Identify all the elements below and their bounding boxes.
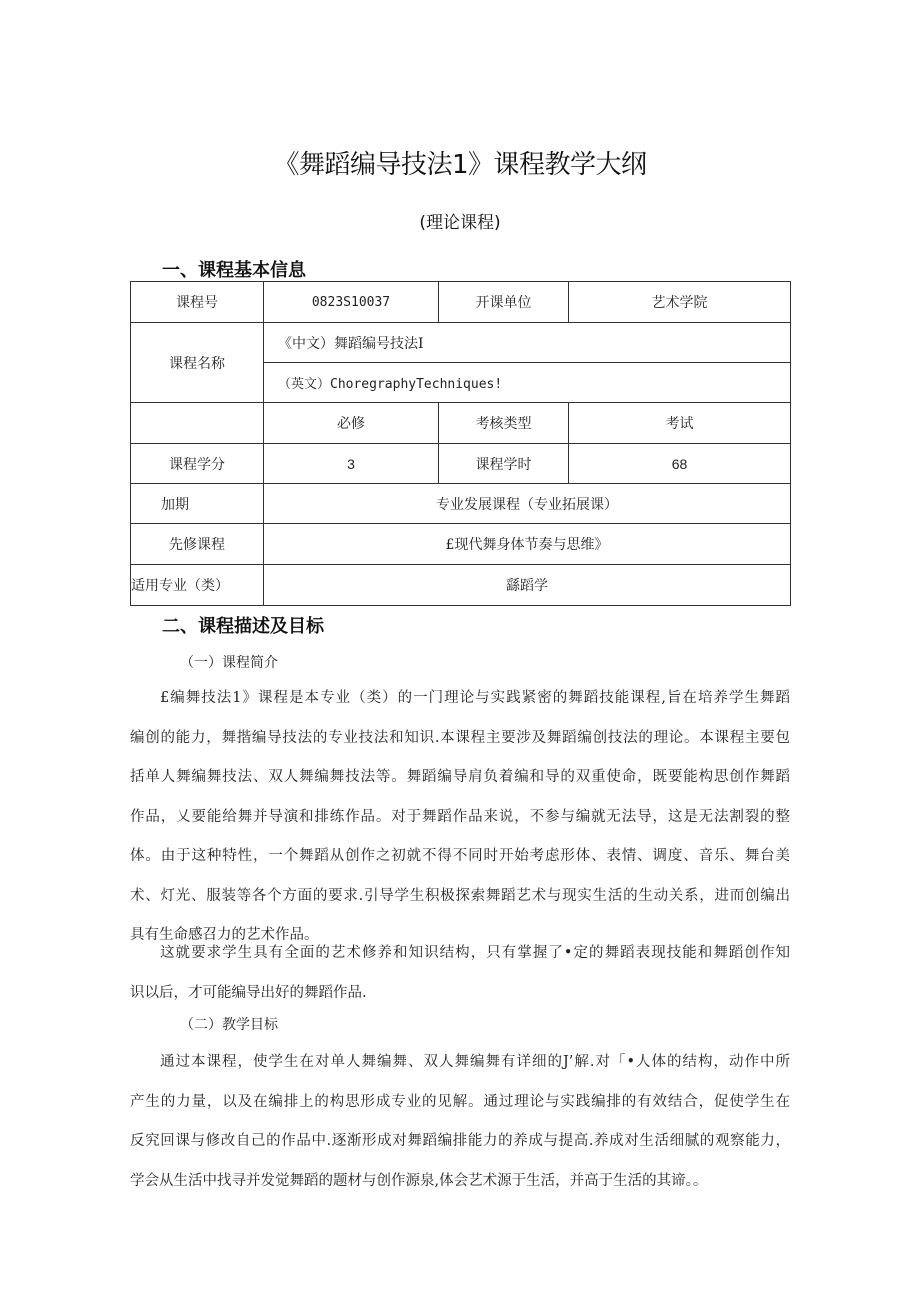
prereq-value: £现代舞身体节奏与思维》 [264,524,791,565]
paragraph-course-intro [130,679,790,956]
course-name-label: 课程名称 [131,323,264,403]
table-row [131,565,791,606]
text-line: £编舞技法1》课程是本专业（类）的一门理论与实践紧密的舞蹈技能课程,旨在培养学生舞蹈 [160,690,790,706]
course-type-label [131,403,264,444]
subheading-course-intro: （一）课程简介 [180,655,278,671]
text-line: 反究回课与修改自己的作品中.逐渐形成对舞蹈编排能力的养成与提高.养成对生活细腻的观察能力， [130,1133,790,1149]
text-line: 术、灯光、服装等各个方面的要求.引导学生积极探索舞蹈艺术与现实生活的生动关系，进而创编出 [130,887,790,904]
category-label: 加期 [131,484,264,524]
table-row [131,444,791,484]
major-label: 适用专业（类） [131,565,264,606]
prereq-label: 先修课程 [131,524,264,565]
table-row [131,484,791,524]
course-no-label: 课程号 [131,282,264,323]
credit-label: 课程学分 [131,444,264,484]
text-line: 编创的能力，舞揩编导技法的专业技法和知识.本课程主要涉及舞蹈编创技法的理论。本课程主要包 [130,729,790,746]
course-name-cn: 《中文）舞蹈编号技法I [264,323,791,363]
text-line: 具有生命感召力的艺术作品。 [130,927,319,943]
assess-label: 考核类型 [439,403,569,444]
text-line: 识以后，才可能编导出好的舞蹈作品. [130,984,367,1001]
section-heading-description: 二、课程描述及目标 [162,616,324,637]
table-row [131,323,791,363]
major-value: 繇蹈学 [264,565,791,606]
table-row [131,403,791,444]
text-line: 这就要求学生具有全面的艺术修养和知识结构，只有掌握了•定的舞蹈表现技能和舞蹈创作知 [160,945,790,961]
section-heading-basic-info: 一、课程基本信息 [162,260,306,281]
category-value: 专业发展课程（专业拓展课） [264,484,791,524]
dept-label: 开课单位 [439,282,569,323]
table-row [131,524,791,565]
document-subtitle: (理论课程) [419,213,501,233]
credit-value: 3 [264,444,439,484]
paragraph-teaching-goals [130,1043,790,1201]
subheading-teaching-goals: （二）教学目标 [180,1017,278,1033]
course-no-value: 0823S10037 [264,282,439,323]
text-line: 产生的力量，以及在编排上的构思形成专业的见解。通过理论与实践编排的有效结合，促使学生在 [130,1093,790,1110]
table-row [131,282,791,323]
course-info-table [130,281,791,606]
hours-label: 课程学时 [439,444,569,484]
text-line: 括单人舞编舞技法、双人舞编舞技法等。舞蹈编导肩负着编和导的双重使命，既要能构思创作舞蹈 [130,769,790,785]
text-line: 体。由于这种特性，一个舞蹈从创作之初就不得不同时开始考虑形体、表情、调度、音乐、舞台美 [130,848,790,864]
dept-value: 艺术学院 [569,282,791,323]
document-title: 《舞蹈编导技法1》课程教学大纲 [273,150,647,180]
assess-value: 考试 [569,403,791,444]
course-type-value: 必修 [264,403,439,444]
text-line: 作品，乂要能给舞并导演和排练作品。对于舞蹈作品来说，不参与编就无法导，这是无法割裂的整 [130,808,790,825]
paragraph-course-intro-2 [130,934,790,1013]
text-line: 学会从生活中找寻并发觉舞蹈的题材与创作源泉,体会艺术源于生活，并高于生活的其谛。。 [130,1172,708,1189]
hours-value: 68 [569,444,791,484]
text-line: 通过本课程，使学生在对单人舞编舞、双人舞编舞有详细的J’解.对「•人体的结构，动作中所 [160,1054,790,1070]
course-name-en: （英文）ChoregraphyTechniques! [264,363,791,403]
